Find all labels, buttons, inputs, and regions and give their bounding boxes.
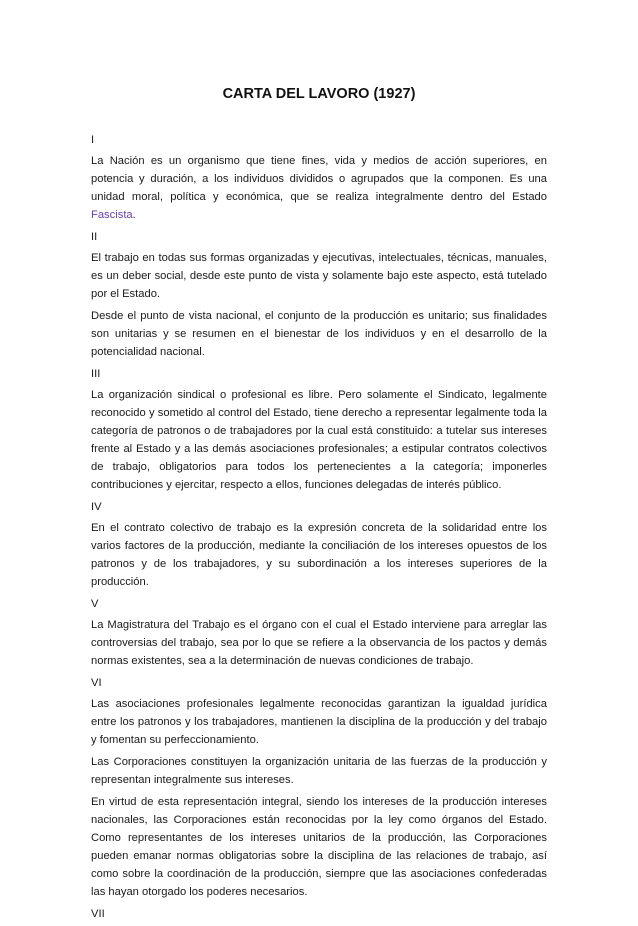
document-body (91, 131, 547, 926)
paragraph-text: El trabajo en todas sus formas organizadas y ejecutivas, intelectuales, técnicas, manuales, es un deber social, desde este punto de vista y solamente bajo este aspecto, está tutelado por el Estado. (91, 252, 547, 300)
section-paragraph (91, 249, 547, 303)
section-paragraph (91, 386, 547, 494)
paragraph-text: La Magistratura del Trabajo es el órgano con el cual el Estado interviene para arreglar las controversias del trabajo, sea por lo que se refiere a la observancia de los pactos y demás normas existentes, sea a la determinación de nuevas condiciones de trabajo. (91, 619, 547, 667)
paragraph-text: La Nación es un organismo que tiene fines, vida y medios de acción superiores, en potencia y duración, a los individuos divididos o agrupados que la componen. Es una unidad moral, política y económica, que se realiza integralmente dentro del Estado (91, 155, 547, 203)
paragraph-text: Desde el punto de vista nacional, el conjunto de la producción es unitario; sus finalidades son unitarias y se resumen en el bienestar de los individuos y en el desarrollo de la potencialidad nacional. (91, 310, 547, 358)
paragraph-text: La organización sindical o profesional es libre. Pero solamente el Sindicato, legalmente reconocido y sometido al control del Estado, tiene derecho a representar legalmente toda la categoría de patronos o de trabajadores por la cual está constituido: a tutelar sus intereses frente al Estado y a las demás asociaciones profesionales; a estipular contratos colectivos de trabajo, obligatorios para todos los pertenecientes a la categoría; imponerles contribuciones y ejercitar, respecto a ellos, funciones delegadas de interés público. (91, 389, 547, 491)
section-heading: II (91, 231, 98, 243)
paragraph-text: En el contrato colectivo de trabajo es la expresión concreta de la solidaridad entre los varios factores de la producción, mediante la conciliación de los intereses opuestos de los patronos y de los trabajadores, y su subordinación a los intereses superiores de la producción. (91, 522, 547, 588)
document-title: CARTA DEL LAVORO (1927) (222, 86, 416, 102)
paragraph-text: Las asociaciones profesionales legalmente reconocidas garantizan la igualdad jurídica entre los patronos y los trabajadores, mantienen la disciplina de la producción y del trabajo y fomentan su perfeccionamiento. (91, 698, 547, 746)
section-heading: V (91, 598, 99, 610)
paragraph-suffix: . (132, 209, 136, 221)
section-heading: I (91, 134, 95, 146)
paragraph-text: Las Corporaciones constituyen la organización unitaria de las fuerzas de la producción y representan integralmente sus intereses. (91, 756, 547, 786)
section-paragraph (91, 519, 547, 591)
section-paragraph (91, 695, 547, 749)
section-heading: VII (91, 908, 105, 920)
section-heading: IV (91, 501, 102, 513)
section-paragraph (91, 616, 547, 670)
paragraph-text: En virtud de esta representación integral, siendo los intereses de la producción intereses nacionales, las Corporaciones están reconocidas por la ley como órganos del Estado. Como representantes de los intereses unitarios de la producción, las Corporaciones pueden emanar normas obligatorias sobre la disciplina de las relaciones de trabajo, así como sobre la coordinación de la producción, siempre que las asociaciones confederadas las hayan otorgado los poderes necesarios. (91, 796, 547, 898)
section-heading: VI (91, 677, 102, 689)
section-paragraph (91, 307, 547, 361)
fascista-link[interactable]: Fascista (91, 209, 133, 221)
section-paragraph (91, 793, 547, 901)
section-paragraph (91, 753, 547, 789)
section-heading: III (91, 368, 101, 380)
section-paragraph (91, 152, 547, 224)
